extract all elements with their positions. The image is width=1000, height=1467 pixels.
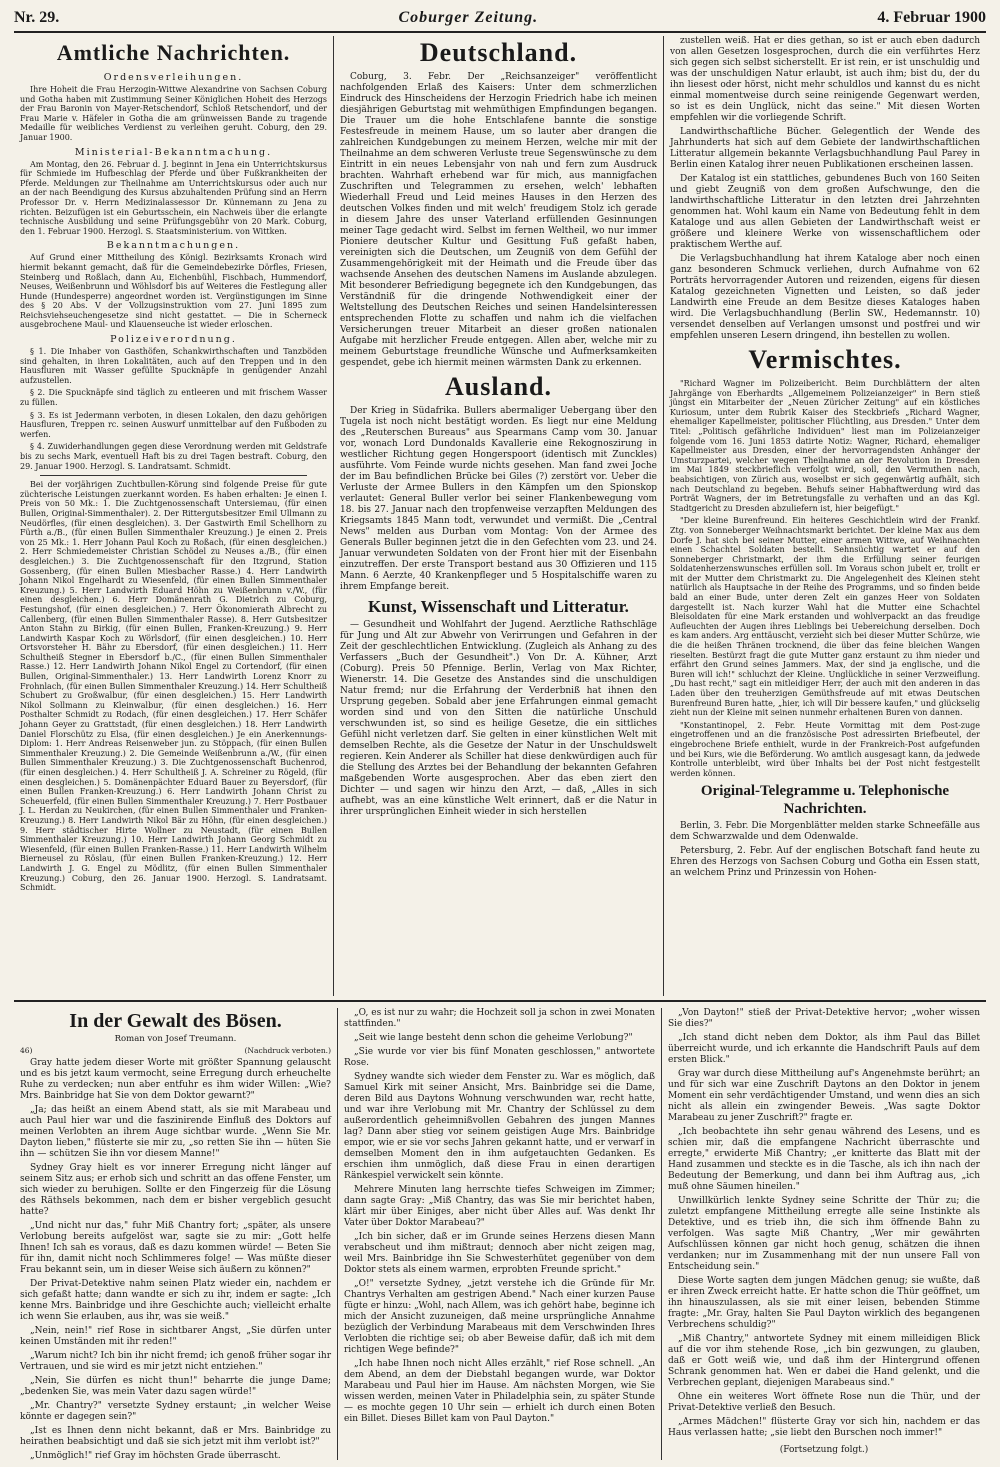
feuilleton-rule — [14, 1000, 986, 1002]
paragraph: „Ist es Ihnen denn nicht bekannt, daß er Mrs. Bainbridge zu heirathen beabsichtigt und daß sie sich jetzt mit ihm verlobt ist?" — [20, 1426, 331, 1447]
subheading-polizeiverordnung: Polizeiverordnung. — [110, 334, 237, 346]
paragraph: "Konstantinopel, 2. Febr. Heute Vormittag mit dem Post-zuge eingetroffenen und an die französische Post adressirten Briefbeutel, der eingebrochene Briefe enthielt, wurde in der Frankreich-Post aufgefunden und bei Kurs, wie die Beförderung. Wo amtlich ausgesagt kann, da jedwede Kontrolle unterbleibt, wird über Inhalts bei der Post nicht festgestellt werden können. — [670, 720, 980, 778]
paragraph: Berlin, 3. Febr. Die Morgenblätter melden starke Schneefälle aus dem Schwarzwalde und dem Odenwalde. — [670, 821, 980, 843]
divider — [40, 475, 307, 476]
issue-date: 4. Februar 1900 — [877, 9, 986, 26]
paragraph: — Gesundheit und Wohlfahrt der Jugend. Aerztliche Rathschläge für Jung und Alt zur Abwehr von Verirrungen und Gefahren in der Zeit der geschlechtlichen Entwicklung. (Zugleich als Anhang zu des Verfassers „Buch der Gesundheit".) Von Dr. A. Kühner, Arzt (Coburg). Preis 50 Pfennige. Berlin, Verlag von Max Richter, Wienerstr. 14. Die Gesetze des Anstandes sind die unschuldigen Natur fremd; nur die Erfahrung der Verderbniß hat ihnen den Ursprung gegeben. Sobald aber jene Erfahrungen einmal gemacht worden sind und von den Sitten die natürliche Unschuld verschwunden ist, so sind es heilige Gesetze, die ein sittliches Gefühl nicht verletzen darf. Sie gelten in einer künstlichen Welt mit demselben Rechte, als die Gesetze der Natur in der Unschuldswelt regieren. Kein Anderer als Schiller hat diese denkwürdigen auch für die Stellung des Arztes bei der Behandlung der bekannten Gefahren maßgebenden Worte ausgesprochen. Aber das eben ziert den Dichter — und sagen wir hinzu den Arzt, — daß, „Alles in sich aufhebt, was an eine künstliche Welt erinnert, daß er die Natur in ihrer ursprünglichen Einheit wieder in sich herstellen — [340, 620, 657, 817]
paragraph: „Ich habe Ihnen noch nicht Alles erzählt," rief Rose schnell. „An dem Abend, an dem der Diebstahl begangen wurde, war Doktor Marabeau und Paul hier im Hause. Am nächsten Morgen, wie Sie wissen werden, meinen Vater in Philadelphia sein, zu später Stunde — es mochte gegen 10 Uhr sein — erhielt ich durch einen Boten ein Billet. Dieses Billet kam von Paul Dayton." — [344, 1359, 655, 1424]
paragraph: Petersburg, 2. Febr. Auf der englischen Botschaft fand heute zu Ehren des Herzogs von Sachsen Coburg und Gotha ein Essen statt, an welchem Prinz und Prinzessin von Hohen- — [670, 846, 980, 879]
top-section — [14, 36, 986, 996]
paragraph: Am Montag, den 26. Februar d. J. beginnt in Jena ein Unterrichtskursus für Schmiede im Hufbeschlag der Pferde und über Fußkrankheiten der Pferde. Meldungen zur Theilnahme am Unterrichtskursus oder auch nur an der nach Beendigung des Kursus abzuhaltenden Prüfung sind an Herrn Professor Dr. v. Herrn Medizinalassessor Dr. Künnemann zu Jena zu richten. Beizufügen ist ein Geburtsschein, ein Nachweis über die erlangte technische Ausbildung und seine Prüfungsgebühr von 20 Mark. Coburg, den 1. Februar 1900. Herzogl. S. Staatsministerium. von Wittken. — [20, 159, 327, 236]
novel-column-1 — [14, 1008, 338, 1460]
paragraph: Der Katalog ist ein stattliches, gebundenes Buch von 160 Seiten und giebt Zeugniß von dem großen Aufschwunge, den die landwirthschaftliche Litteratur in den letzten drei Jahrzehnten genommen hat. Wohl kaum ein Name von Bedeutung fehlt in dem Kataloge und aus allen Gebieten der Landwirthschaft weist er größere und kleinere Werke von wissenschaftlichem oder praktischem Werthe auf. — [670, 174, 980, 250]
paragraph: „Von Dayton!" stieß der Privat-Detektive hervor; „woher wissen Sie dies?" — [668, 1008, 980, 1029]
paragraph: „Sie wurde vor vier bis fünf Monaten geschlossen," antwortete Rose. — [344, 1047, 655, 1068]
paragraph: „Mr. Chantry?" versetzte Sydney erstaunt; „in welcher Weise könnte er dagegen sein?" — [20, 1401, 331, 1422]
paragraph: § 2. Die Spucknäpfe sind täglich zu entleeren und mit frischem Wasser zu füllen. — [20, 388, 327, 408]
paragraph: „O!" versetzte Sydney, „jetzt verstehe ich die Gründe für Mr. Chantrys Verhalten am gestrigen Abend." Nach einer kurzen Pause fügte er hinzu: „Wohl, nach Allem, was ich gehört habe, beginne ich mich der Ansicht zuzuneigen, daß meine ursprüngliche Annahme bezüglich der Verbindung Marabeaus mit dem Verschwinden Ihres Verlobten die richtige sei; ob aber Beweise dafür, daß ich mit dem richtigen Wege befinde?" — [344, 1279, 655, 1355]
novel-title: In der Gewalt des Bösen. — [69, 1010, 282, 1032]
paragraph: "Richard Wagner im Polizeibericht. Beim Durchblättern der alten Jahrgänge von Eberhardts „Allgemeinem Polizeianzeiger" in Bern stieß jüngst ein Mitarbeiter der „Neuen Züricher Zeitung" auf ein köstliches Kuriosum, unter dem Rubrik Kaiser des Steckbriefs „Richard Wagner, ehemaliger Kapellmeister, politischer Flüchtling, aus Dresden." Unter dem Titel: „Politisch gefährliche Individuen" liest man im Polizeianzeiger folgende vom 16. Juni 1853 datirte Notiz: Wagner, Richard, ehemaliger Kapellmeister aus Dresden, einer der hervorragendsten Anhänger der Umsturzpartei, welcher wegen Theilnahme an der Revolution in Dresden im Mai 1849 steckbrieflich verfolgt wird, soll, den Vermuthen nach, beabsichtigen, von Zürich aus, woselbst er sich gegenwärtig aufhält, sich nach Deutschland zu begeben. Behufs seiner Habhaftwerdung wird das Porträt Wagners, der im Betretungsfalle zu verhaften und an das Kgl. Stadtgericht zu Dresden abzuliefern ist, hier beigefügt." — [670, 379, 980, 513]
paragraph: „Ich stand dicht neben dem Doktor, als ihm Paul das Billet überreicht wurde, und ich erkannte die Handschrift Pauls auf dem ersten Blick." — [668, 1033, 980, 1065]
paragraph: Gray war durch diese Mittheilung auf's Angenehmste berührt; an und für sich war eine Zuschrift Daytons an den Doktor in jenem Moment ein sehr verdächtigender Umstand, und wenn dies an sich nicht als allein ein zwingender Beweis. „Was sagte Doktor Marabeau zu jener Zuschrift?" fragte er. — [668, 1069, 980, 1123]
subheading-ministerial: Ministerial-Bekanntmachung. — [74, 146, 273, 158]
subheading-orden: Ordensverleihungen. — [103, 72, 244, 83]
continuation-note: (Fortsetzung folgt.) — [779, 1445, 869, 1455]
paragraph: Die Verlagsbuchhandlung hat ihrem Kataloge aber noch einen ganz besonderen Schmuck verliehen, durch Aufnahme von 62 Porträts hervorragender Autoren und reizenden, eigens für diesen Katalog gezeichneten Vignetten und Leisten, so daß jeder Landwirth eine Freude an dem Besitze dieses Kataloges haben wird. Die Verlagsbuchhandlung (Berlin SW., Hedemannstr. 10) versendet denselben auf Verlangen umsonst und postfrei und wir empfehlen unseren Lesern dringend, ihn bestellen zu wollen. — [670, 254, 980, 341]
paragraph: Bei der vorjährigen Zuchtbullen-Körung sind folgende Preise für gute züchterische Leistungen zuerkannt worden. Es haben erhalten: Je einen I. Preis von 50 Mk.: 1. Die Zuchtgenossenschaft Untersiemau, (für einen Bullen, Original-Simmenthaler). 2. Der Rittergutsbesitzer Emil Ullmann zu Neudörfles, (für einen desgleichen). 3. Der Gastwirth Emil Schellhorn zu Fürth a./B., (für einen Bullen Simmenthaler Kreuzung.) Je einen 2. Preis von 25 Mk.: 1. Herr Johann Paul Koch zu Roßach, (für einen desgleichen.) 2. Herr Schmiedemeister Christian Schödel zu Neuses a./B., (für einen desgleichen.) 3. Die Zuchtgenossenschaft für den Itzgrund, Station Gossenberg, (für einen Bullen Miesbacher Rasse.) 4. Herr Landwirth Johann Nikol Engelhardt zu Wiesenfeld, (für einen Bullen Simmenthaler Kreuzung.) 5. Herr Landwirth Eduard Höhn zu Weißenbrunn v./W., (für einen desgleichen.) 6. Herr Domänenrath G. Dietrich zu Coburg, Festungshof, (für einen desgleichen.) 7. Herr Ökonomierath Albrecht zu Callenberg, (für einen Bullen Simmenthaler Rasse). 8. Herr Gutsbesitzer Anton Stahn zu Birkig, (für einen Bullen, Franken-Kreuzung.) 9. Herr Landwirth Kaspar Koch zu Wörlsdorf, (für einen desgleichen.) 10. Herr Ortsvorsteher H. Bähr zu Ebersdorf, (für einen desgleichen.) 11. Herr Schultheiß Stegner in Ebersdorf b./C., (für einen Bullen Simmenthaler Rasse.) 12. Herr Landwirth Johann Nikol Engel zu Cortendorf, (für einen Bullen, Original-Simmenthaler.) 13. Herr Landwirth Lorenz Knorr zu Frohnlach, (für einen Bullen Simmenthaler Kreuzung.) 14. Herr Schultheiß Schubert zu Großwalbur, (für einen desgleichen.) 15. Herr Landwirth Nikol Sollmann zu Kleinwalbur, (für einen desgleichen.) 16. Herr Posthalter Schmidt zu Rodach, (für einen desgleichen.) 17. Herr Schäfer Johann Geyer zu Grattstadt, (für einen desgleichen.) 18. Herr Landwirth Daniel Florschütz zu Elsa, (für einen desgleichen.) Je ein Anerkennungs-Diplom: 1. Herr Andreas Reisenweber jun. zu Stöppach, (für einen Bullen Simmenthaler Kreuzung.) 2. Die Gemeinde Weißenbrunn a./W., (für einen Bullen Simmenthaler Kreuzung.) 3. Die Zuchtgenossenschaft Buchenrod, (für einen desgleichen.) 4. Herr Schultheiß J. A. Schreiner zu Rögeld, (für einen desgleichen.) 5. Domänenpächter Eduard Bauer zu Beyersdorf, (für einen Bullen Franken-Kreuzung.) 6. Herr Landwirth Johann Christ zu Scheuerfeld, (für einen Bullen Simmenthaler Kreuzung.) 7. Herr Postbauer J. L. Herdan zu Neukirchen, (für einen Bullen Simmenthaler und Franken-Kreuzung.) 8. Herr Landwirth Nikol Bär zu Höhn, (für einen desgleichen.) 9. Herr städtischer Hirte Wollner zu Neustadt, (für einen Bullen Simmenthaler Kreuzung.) 10. Herr Landwirth Johann Georg Schmidt zu Wiesenfeld, (für einen Bullen Franken-Rasse.) 11. Herr Landwirth Wilhelm Bierneusel zu Röslau, (für einen Bullen Franken-Kreuzung.) 12. Herr Landwirth J. G. Engel zu Mödlitz, (für einen Bullen Simmenthaler Kreuzung.) Coburg, den 26. Januar 1900. Herzogl. S. Landratsamt. Schmidt. — [20, 480, 327, 893]
masthead — [14, 6, 986, 30]
paragraph: Auf Grund einer Mittheilung des Königl. Bezirksamts Kronach wird hiermit bekannt gemacht, daß für die Gemeindebezirke Dörfles, Friesen, Steinberg und Roßlach, dann Au, Eichenbühl, Fischbach, Hummendorf, Neuses, Weißenbrunn und Wöhlsdorf bis auf Weiteres die Festlegung aller Hunde (Hundesperre) angeordnet worden ist. Vergünstigungen im Sinne des § 20 Abs. V der Vollzugsinstruktion vom 27. Juni 1895 zum Reichsviehseuchengesetze sind nicht gestattet. — Die in Scherneck ausgebrochene Maul- und Klauenseuche ist wieder erloschen. — [20, 253, 327, 330]
section-title-ausland: Ausland. — [445, 372, 552, 401]
paragraph: „Nein, Sie dürfen es nicht thun!" beharrte die junge Dame; „bedenken Sie, was mein Vater dazu sagen würde!" — [20, 1376, 331, 1397]
paragraph: „Miß Chantry," antwortete Sydney mit einem milleidigen Blick auf die vor ihm stehende Rose, „ich bin gezwungen, zu glauben, daß er Gott weiß wie, und daß ihm der Hintergrund offenen Schrank genommen hat. Wen er dabei die Hand gelenkt, und die Verbrechen geplant, diejenigen Marabeaus sind." — [668, 1334, 980, 1388]
subheading-bekanntmachungen: Bekanntmachungen. — [106, 240, 241, 252]
paragraph: Sydney Gray hielt es vor innerer Erregung nicht länger auf seinem Sitz aus; er erhob sich und schritt an das offene Fenster, um sich wieder zu beruhigen. Sollte er den Fingerzeig für die Lösung des Räthsels bekommen, nach dem er bisher vergeblich gesucht hatte? — [20, 1163, 331, 1217]
paragraph: Sydney wandte sich wieder dem Fenster zu. War es möglich, daß Samuel Kirk mit seiner Ansicht, Mrs. Bainbridge sei die Dame, deren Bild aus Daytons Wohnung verschwunden war, recht hatte, und war ihre Verlobung mit Mr. Chantry der Schlüssel zu dem außerordentlich geheimnißvollen Gebahren des jungen Mannes lag? Dann aber stieg vor seinem geistigen Auge Mrs. Bainbridge empor, wie er sie vor sechs Jahren gekannt hatte, und er verwarf in demselben Moment den in ihm aufgetauchten Gedanken. Es erschien ihm unmöglich, daß diese Frau in einen derartigen Ränkespiel verwickelt sein könnte. — [344, 1072, 655, 1181]
section-title-vermischtes: Vermischtes. — [748, 345, 902, 374]
section-title-kunst: Kunst, Wissenschaft und Litteratur. — [368, 597, 629, 616]
paragraph: § 4. Zuwiderhandlungen gegen diese Verordnung werden mit Geldstrafe bis zu sechs Mark, eventuell Haft bis zu drei Tagen bestraft. Coburg, den 29. Januar 1900. Herzogl. S. Landratsamt. Schmidt. — [20, 442, 327, 471]
novel-meta — [20, 1046, 331, 1055]
paragraph: „Ich bin sicher, daß er im Grunde seines Herzens diesen Mann verabscheut und ihm mißtraut; dennoch aber nicht zeigen mag, weil Mrs. Bainbridge ihn Sie Schwesterhütet gegenüber von dem Doktor stets als einem warmen, erprobten Freunde spricht." — [344, 1232, 655, 1275]
paragraph: Landwirthschaftliche Bücher. Gelegentlich der Wende des Jahrhunderts hat sich auf dem Gebiete der landwirthschaftlichen Litteratur allgemein bekannte Verlagsbuchhandlung Paul Parey in Berlin einen Katalog ihrer neuen Publikationen erscheinen lassen. — [670, 127, 980, 170]
paragraph: § 3. Es ist Jedermann verboten, in diesen Lokalen, den dazu gehörigen Hausfluren, Treppen rc. seinen Auswurf unmittelbar auf den Fußboden zu werfen. — [20, 410, 327, 439]
paragraph: Der Krieg in Südafrika. Bullers abermaliger Uebergang über den Tugela ist noch nicht bestätigt worden. Es liegt nur eine Meldung des „Reuterschen Bureaus" aus Spearmans Camp vom 30. Januar vor, wonach Lord Dundonalds Kavallerie eine Rekognoszirung in westlicher Richtung gegen Hongerspoort (identisch mit Zunckles) ausführte. Vom Feinde wurde nichts gesehen. Man fand zwei Joche der im Bau befindlichen Brücke bei Giles (?) zerstört vor. Ueber die Verluste der Armee Bullers in den Kämpfen um den Spionskop verlautet: General Buller verlor bei seiner Flankenbewegung vom 18. bis 27. Januar nach den tropfenweise verzapften Meldungen des Kriegsamts 1845 Mann todt, verwundet und vermißt. Die „Central News" melden aus Durban vom Montag: Von der Armee des Generals Buller beginnen jetzt die in den Gefechten vom 23. und 24. Januar verwundeten Soldaten von der Front hier mit der Eisenbahn einzutreffen. Der erste Transport bestand aus 30 Offizieren und 115 Mann. 6 Aerzte, 40 Krankenpfleger und 5 Hospitalschiffe waren zu ihrem Empfange bereit. — [340, 406, 657, 592]
newspaper-name: Coburger Zeitung. — [398, 9, 539, 26]
section-title-telegramme: Original-Telegramme u. Telephonische Nachrichten. — [700, 783, 950, 818]
paragraph: § 1. Die Inhaber von Gasthöfen, Schankwirthschaften und Tanzböden sind gehalten, in ihren Lokalitäten, auch auf den Treppen und in den Hausfluren mit Wasser gefüllte Spucknäpfe in genügender Anzahl aufzustellen. — [20, 347, 327, 385]
paragraph: "Der kleine Burenfreund. Ein heiteres Geschichtlein wird der Frankf. Ztg. von Sonneberger Weihnachtsmarkt berichtet. Der kleine Max aus dem Dorfe J. hat sich bei seiner Mutter, einer armen Wittwe, auf Weihnachten einen Schachtel Soldaten bestellt. Sehnsüchtig wartet er auf den Sonneberger Christmarkt, der ihm die Erfüllung seiner feurigen Soldatenherzenswunsches erfüllen soll. Im Voraus schon jubelt er, trollt er mit der Mutter dem Christmarkt zu. Die Angelegenheit des Kleinen steht natürlich als Hauptsache in der Reihe des Programms, und so finden beide bald an einer Bude, unter deren Zelt ein ganzes Heer von Soldaten dargestellt ist. Nach kurzer Wahl hat die Mutter eine Schachtel Bleisoldaten für eine Mark erstanden und wohlverpackt an das freudige Aufleuchten der Augen ihres Lieblings bei Uebereichung derselben. Doch es kam anders. Arg enttäuscht, verzieht sich bei dieser Mutter Schürze, wie die die heißen Thränen trocknend, die über das feine bleichen Wangen rieselten. Bestürzt fragt die gute Mutter ganz erstaunt zu ihm nieder und erfährt den Grund seines Jammers. Max, der sind ja englische, und die Buren will ich!" schluchzt der Kleine. Unglückliche in seiner Verzweiflung. „Du hast recht," sagt ein mitleidiger Herr, der auch mit den anderen in das Laden über den treuherzigen Gemüthsfreude auf mit etwas Deutschen Burenfreund Buren hatte, „hier, ich will Dir bessere kaufen," und glückselig zieht nun der Kleine mit seinen nunmehr erhaltenen Buren von dannen. — [670, 516, 980, 718]
paragraph: Unwillkürlich lenkte Sydney seine Schritte der Thür zu; die zuletzt empfangene Mittheilung erregte alle seine Instinkte als Detektive, und es trieb ihn, die sich ihm öffnende Bahn zu verfolgen. Was sagte Miß Chantry, „Wer mir gewährten Aufschlüssen können gar nicht hoch genug, schätzen die ihnen verdanken; nur im Zusammenhang mit der nun unsere Fall von Entscheidung sein." — [668, 1196, 980, 1272]
section-title-amtliche: Amtliche Nachrichten. — [56, 40, 291, 65]
novel-author: Roman von Josef Treumann. — [114, 1034, 237, 1044]
paragraph: „Warum nicht? Ich bin ihr nicht fremd; ich genoß früher sogar ihr Vertrauen, und sie wird es mir jetzt nicht entziehen." — [20, 1351, 331, 1372]
paragraph: „Armes Mädchen!" flüsterte Gray vor sich hin, nachdem er das Haus verlassen hatte; „sie liebt den Burschen noch immer!" — [668, 1417, 980, 1438]
paragraph: Gray hatte jedem dieser Worte mit größter Spannung gelauscht und es bis jetzt kaum vermocht, seine Erregung durch erheuchelte Ruhe zu verdecken; nun aber entfuhr es ihm wider Willen: „Wie? Mrs. Bainbridge hat Sie von dem Doktor gewarnt?" — [20, 1058, 331, 1101]
novel-column-3 — [662, 1008, 986, 1460]
paragraph: „Und nicht nur das," fuhr Miß Chantry fort; „später, als unsere Verlobung bereits aufgelöst war, sagte sie zu mir: „Gott helfe Ihnen! Ich sah es voraus, daß es dazu kommen würde! — Beten Sie für ihn, damit nicht noch Schlimmeres folge! — Was müßte dieser Frau bekannt sein, um in dieser Weise sich äußern zu können?" — [20, 1221, 331, 1275]
installment-number: 46) — [20, 1046, 33, 1055]
paragraph: Ohne ein weiteres Wort öffnete Rose nun die Thür, und der Privat-Detektive verließ den Besuch. — [668, 1392, 980, 1413]
paragraph: „Nein, nein!" rief Rose in sichtbarer Angst, „Sie dürfen unter keinen Umständen mit ihr reden!" — [20, 1326, 331, 1347]
issue-number: Nr. 29. — [14, 9, 60, 26]
column-official-news — [14, 36, 334, 996]
masthead-rule — [14, 31, 986, 33]
paragraph: „Ja; das heißt an einem Abend statt, als sie mit Marabeau und auch Paul hier war und die faszinirende Einfluß des Doktors auf meinen Verlobten an ihrem Auge sichtbar wurde. „Wenn Sie Mr. Dayton lieben," flüsterte sie mir zu, „so retten Sie ihn — hüten Sie ihn — schützen Sie ihn vor diesem Manne!" — [20, 1105, 331, 1159]
column-misc — [664, 36, 986, 996]
paragraph: „O, es ist nur zu wahr; die Hochzeit soll ja schon in zwei Monaten stattfinden." — [344, 1008, 655, 1029]
paragraph: „Unmöglich!" rief Gray im höchsten Grade überrascht. — [30, 1451, 281, 1460]
paragraph: „Seit wie lange besteht denn schon die geheime Verlobung?" — [354, 1033, 633, 1043]
paragraph: Ihre Hoheit die Frau Herzogin-Wittwe Alexandrine von Sachsen Coburg und Gotha haben mit Zustimmung Seiner Königlichen Hoheit des Herzogs der Frau Baronin von Mayer-Retschendorf, Schloß Retschendorf, und der Frau Marie v. Häfeler in Gotha die am grünweissen Bande zu tragende Medaille für weibliches Verdienst zu verleihen geruht. Coburg, den 29. Januar 1900. — [20, 85, 327, 142]
paragraph: Mehrere Minuten lang herrschte tiefes Schweigen im Zimmer; dann sagte Gray: „Miß Chantry, das was Sie mir berichtet haben, klärt mir über Einiges, aber nicht über Alles auf. Was denkt Ihr Vater über Doktor Marabeau?" — [344, 1185, 655, 1228]
paragraph: zustellen weiß. Hat er dies gethan, so ist er auch eben dadurch von allen Gesetzen losgesprochen, durch die ein verführtes Herz sich gegen sich selbst sicherstellt. Er ist rein, er ist unschuldig und was der unschuldigen Natur erlaubt, ist auch ihm; bist du, der du ihn liesest oder hörst, nicht mehr schuldlos und kannst du es nicht einmal momentweise durch seine reinigende Gegenwart werden, so ist es dein Unglück, nicht das seine." Mit diesen Worten empfehlen wir die vorliegende Schrift. — [670, 36, 980, 123]
paragraph: Coburg, 3. Febr. Der „Reichsanzeiger" veröffentlicht nachfolgenden Erlaß des Kaisers: Unter dem schmerzlichen Eindruck des Hinscheidens der Herzogin Friedrich habe ich meinen diesjährigen Geburtstag mit wehmüthigen Empfindungen begangen. Die Trauer um die hohe Entschlafene bannte die sonstige Festesfreude in meinem Hause, um so lauter aber drangen die zahlreichen Kundgebungen zu meinem Herzen, welche mir mit der Theilnahme an dem schweren Verluste treue Segenswünsche zu dem Eintritt in ein neues Lebensjahr von nah und fern zum Ausdruck brachten. Wahrhaft erhebend war für mich, aus mannigfachen Zuschriften und Telegrammen zu ersehen, welch' lebhaften Wiederhall Freud und Leid meines Hauses in den Herzen des deutschen Volkes finden und mit welch' freudigem Stolz ich gerade in diesem Jahre des unser Vaterland erfüllenden Gesinnungen meiner Tage gedacht wird. Selbst im fernen Weltheil, wo nur immer Pioniere deutscher Kultur und Gesittung Fuß gefaßt haben, vereinigten sich die Deutschen, um Zeugniß von dem Gefühl der Zusammengehörigkeit mit der Heimath und die Freude über das wachsende Ansehen des deutschen Namens im Auslande abzulegen. Mit besonderer Befriedigung begegnete ich den Kundgebungen, das Verständniß für die dringende Nothwendigkeit einer der Weltstellung des Deutschen Reiches und seinen Handelsinteressen entsprechenden Flotte zu schaffen und nahm ich die vielfachen Versicherungen treuer Mitarbeit an dieser großen nationalen Aufgabe mit herzlicher Freude entgegen. Allen aber, welche mir zu meinem Geburtstage freundliche Wünsche und Aufmerksamkeiten gespendet, gebe ich hiermit meinen wärmsten Dank zu erkennen. — [340, 72, 657, 368]
feuilleton-section — [14, 1008, 986, 1460]
paragraph: Der Privat-Detektive nahm seinen Platz wieder ein, nachdem er sich gefaßt hatte; dann wandte er sich zu ihr, indem er sagte: „Ich kenne Mrs. Bainbridge und ihre Geschichte auch; vielleicht erhalte ich wenn Sie erlauben, aus ihr, was sie weiß." — [20, 1279, 331, 1322]
paragraph: Diese Worte sagten dem jungen Mädchen genug; sie wußte, daß er ihren Zweck erreicht hatte. Er hatte schon die Thür geöffnet, um ihn hinauszulassen, als sie mit einer leisen, bebenden Stimme fragte: „Mr. Gray, halten Sie Paul Dayton wirklich des begangenen Verbrechens schuldig?" — [668, 1276, 980, 1330]
novel-column-2 — [338, 1008, 662, 1460]
section-title-deutschland: Deutschland. — [419, 38, 578, 67]
paragraph: „Ich beobachtete ihn sehr genau während des Lesens, und es schien mir, daß die empfangene Nachricht überraschte und erregte," erwiderte Miß Chantry; „er knitterte das Blatt mit der Hand zusammen und steckte es in die Tasche, als ich ihn nach der Bedeutung der Bemerkung, und dann bei ihm Auftrag aus, „ich muß ohne Säumen hineilen." — [668, 1127, 980, 1192]
column-germany — [334, 36, 664, 996]
reprint-note: (Nachdruck verboten.) — [244, 1046, 331, 1055]
